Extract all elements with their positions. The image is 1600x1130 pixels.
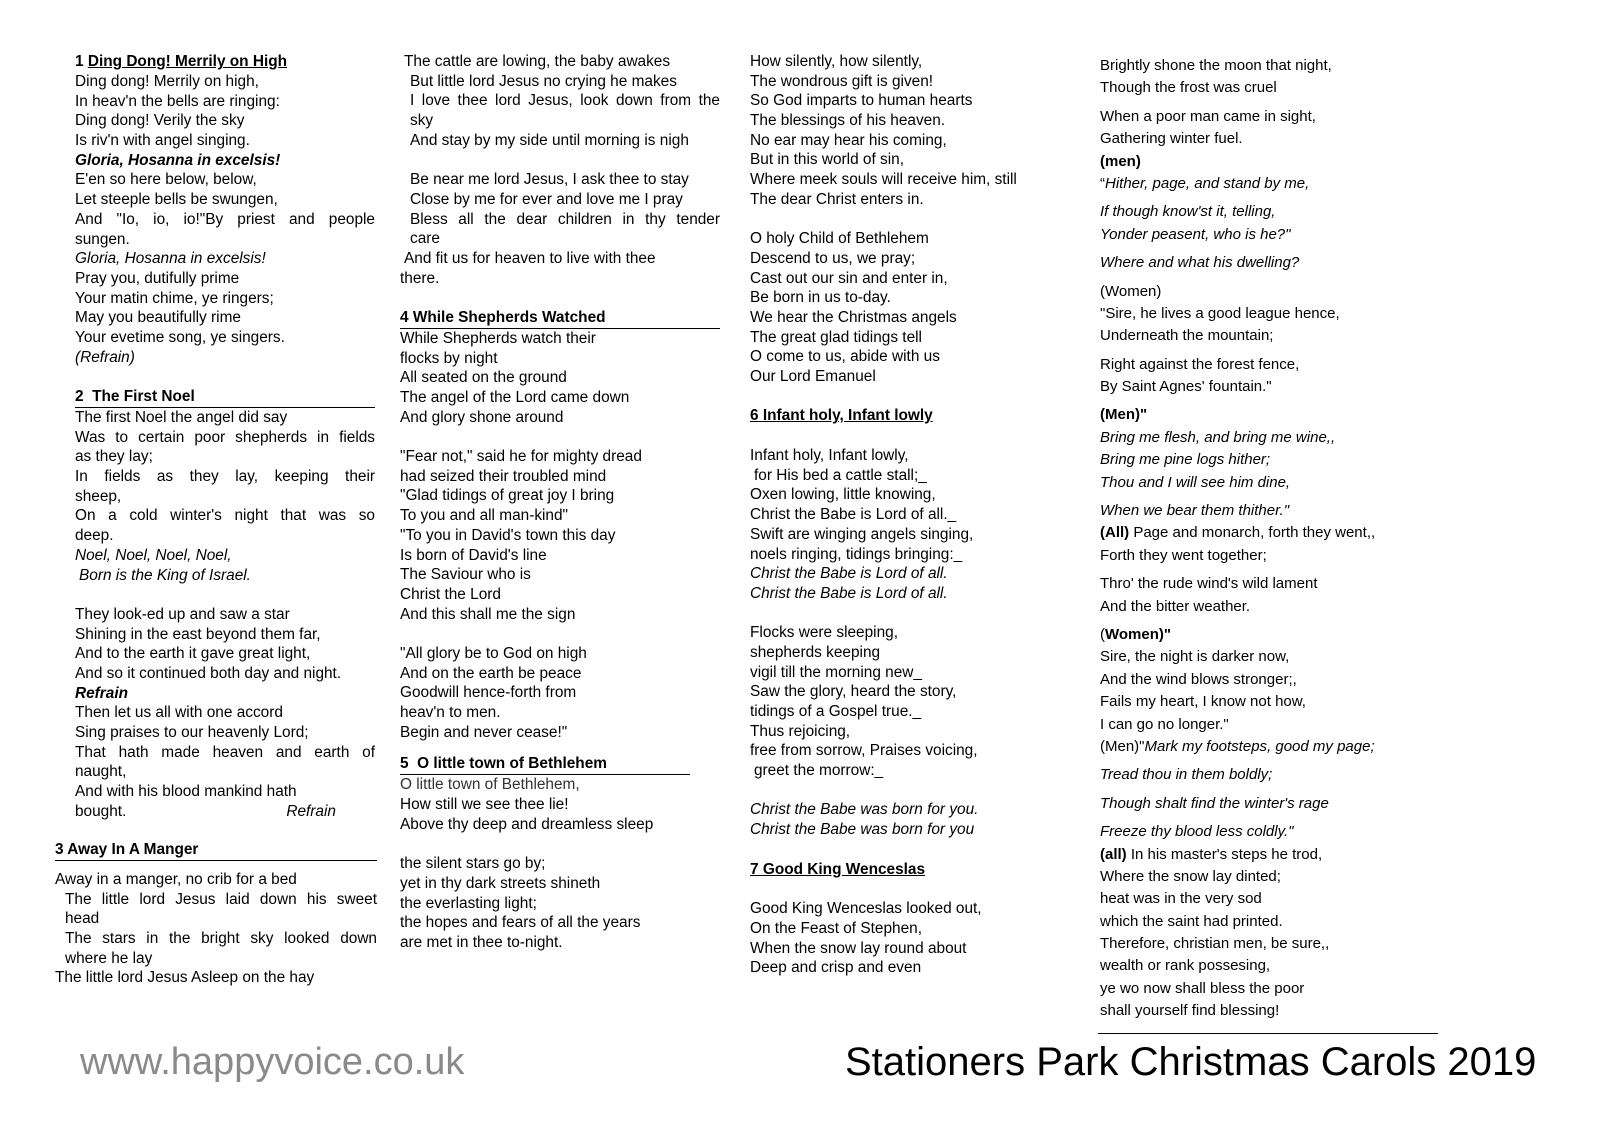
lyric-line: Thou and I will see him dine, xyxy=(1100,473,1291,491)
column-1 xyxy=(75,52,375,821)
refrain-marker: Refrain xyxy=(286,802,336,820)
carol-3-title: Away In A Manger xyxy=(67,841,199,858)
lyric-line: The angel of the Lord came down xyxy=(400,389,630,406)
lyric-line: And fit us for heaven to live with thee xyxy=(404,249,656,267)
carol-3-number: 3 xyxy=(55,841,64,858)
lyric-line: Right against the forest fence, xyxy=(1100,355,1300,373)
carol-3-heading xyxy=(55,840,377,861)
lyric-line: Sing praises to our heavenly Lord; xyxy=(75,724,309,741)
lyric-line: And this shall me the sign xyxy=(400,605,576,623)
carol-2-heading xyxy=(75,387,375,408)
lyric-line: "Glad tidings of great joy I bring xyxy=(400,487,615,505)
lyric-line: Therefore, christian men, be sure,, xyxy=(1100,935,1330,953)
quote-mark: “ xyxy=(1100,174,1105,192)
lyric-line: yet in thy dark streets shineth xyxy=(400,874,601,892)
lyric-line: The stars in the bright sky looked down xyxy=(65,930,377,948)
lyric-line: But little lord Jesus no crying he makes xyxy=(410,72,677,90)
lyric-line: Where the snow lay dinted; xyxy=(1100,867,1281,885)
lyric-line: The first Noel the angel did say xyxy=(75,409,288,426)
lyric-line: Goodwill hence-forth from xyxy=(400,684,577,702)
lyric-line: Was to certain poor shepherds in fields xyxy=(75,428,375,446)
lyric-line: are met in thee to-night. xyxy=(400,933,563,951)
lyric-line: And the wind blows stronger;, xyxy=(1100,670,1297,688)
part-marker: (All) xyxy=(1100,524,1130,542)
chorus-line: Christ the Babe was born for you. xyxy=(750,801,979,819)
lyric-line: "All glory be to God on high xyxy=(400,644,587,662)
lyric-line: The little lord Jesus Asleep on the hay xyxy=(55,969,315,987)
part-marker: (men) xyxy=(1100,152,1141,170)
part-marker xyxy=(1100,624,1440,646)
lyric-line: ye wo now shall bless the poor xyxy=(1100,979,1305,997)
lyric-line: The great glad tidings tell xyxy=(750,328,922,346)
lyric-line: care xyxy=(410,230,440,248)
lyric-line: Let steeple bells be swungen, xyxy=(75,191,278,209)
footer-website: www.happyvoice.co.uk xyxy=(80,1041,465,1083)
lyric-line: When a poor man came in sight, xyxy=(1100,107,1316,125)
lyric-line: there. xyxy=(400,269,440,287)
chorus-line: Gloria, Hosanna in excelsis! xyxy=(75,250,266,268)
lyric-line: Though shalt find the winter's rage xyxy=(1100,794,1329,812)
chorus-line: Noel, Noel, Noel, Noel, xyxy=(75,546,232,564)
part-marker: (Men)" xyxy=(1100,406,1148,424)
lyric-line: heat was in the very sod xyxy=(1100,890,1262,908)
part-marker: (Women) xyxy=(1100,282,1162,300)
lyric-line: I love thee lord Jesus, look down from the xyxy=(410,92,720,110)
lyric-text: Mark my footsteps, good my page; xyxy=(1144,737,1375,755)
lyric-line: The little lord Jesus laid down his sweet xyxy=(65,890,377,908)
carol-4-heading xyxy=(400,308,720,329)
lyric-line: free from sorrow, Praises voicing, xyxy=(750,742,978,760)
lyric-line: deep. xyxy=(75,527,114,545)
lyric-line: tidings of a Gospel true._ xyxy=(750,703,922,720)
lyric-line: had seized their troubled mind xyxy=(400,467,607,485)
lyric-line: Where and what his dwelling? xyxy=(1100,254,1300,272)
carol-1-heading xyxy=(75,52,375,72)
lyric-line: The wondrous gift is given! xyxy=(750,72,934,90)
lyric-line: All seated on the ground xyxy=(400,369,567,387)
lyric-line: On the Feast of Stephen, xyxy=(750,919,922,937)
refrain-marker: (Refrain) xyxy=(75,348,135,366)
lyric-line xyxy=(1100,173,1440,195)
lyric-line: In heav'n the bells are ringing: xyxy=(75,92,280,110)
lyric-line: While Shepherds watch their xyxy=(400,329,596,347)
lyric-line: Saw the glory, heard the story, xyxy=(750,683,957,701)
lyric-line: How silently, how silently, xyxy=(750,53,923,70)
lyric-line: Deep and crisp and even xyxy=(750,959,922,977)
lyric-line: And "Io, io, io!"By priest and people xyxy=(75,210,375,228)
lyric-line: Our Lord Emanuel xyxy=(750,368,876,385)
carol-7-number: 7 xyxy=(750,860,759,878)
lyric-line: Thro' the rude wind's wild lament xyxy=(1100,575,1318,593)
lyric-line: naught, xyxy=(75,763,127,781)
lyric-line: Shining in the east beyond them far, xyxy=(75,625,321,643)
column-2 xyxy=(400,52,720,953)
chorus-line: Gloria, Hosanna in excelsis! xyxy=(75,151,281,169)
lyric-line: Descend to us, we pray; xyxy=(750,249,916,267)
lyric-line: "To you in David's town this day xyxy=(400,526,616,544)
carol-1-number: 1 xyxy=(75,53,84,70)
lyric-line: Infant holy, Infant lowly, xyxy=(750,447,909,465)
lyric-line: No ear may hear his coming, xyxy=(750,131,947,149)
lyric-line: So God imparts to human hearts xyxy=(750,92,973,110)
lyric-line: I can go no longer." xyxy=(1100,715,1229,733)
lyric-line: Bless all the dear children in thy tender xyxy=(410,210,720,228)
chorus-line: Christ the Babe is Lord of all. xyxy=(750,584,948,602)
lyric-line xyxy=(1100,522,1440,544)
lyric-line: Bring me flesh, and bring me wine,, xyxy=(1100,428,1336,446)
carol-5-title: O little town of Bethlehem xyxy=(417,755,607,773)
lyric-line: Your evetime song, ye singers. xyxy=(75,328,285,346)
lyric-line: May you beautifully rime xyxy=(75,309,241,327)
lyric-line: And so it continued both day and night. xyxy=(75,664,342,682)
carol-6-title: Infant holy, Infant lowly xyxy=(762,407,933,425)
lyric-line: "Fear not," said he for mighty dread xyxy=(400,448,642,466)
lyric-line: greet the morrow:_ xyxy=(754,762,884,780)
carol-2-title: The First Noel xyxy=(92,388,195,405)
lyric-line: If though know'st it, telling, xyxy=(1100,203,1276,221)
lyric-line: Christ the Babe is Lord of all._ xyxy=(750,506,957,524)
lyric-line: And stay by my side until morning is nigh xyxy=(410,131,689,149)
lyric-line: And on the earth be peace xyxy=(400,664,582,682)
lyric-line: Be born in us to-day. xyxy=(750,289,891,307)
column-4 xyxy=(1100,55,1440,1023)
lyric-line: The cattle are lowing, the baby awakes xyxy=(404,53,671,70)
lyric-text: Page and monarch, forth they went,, xyxy=(1129,524,1376,542)
lyric-line: Christ the Lord xyxy=(400,585,501,603)
lyric-line: the everlasting light; xyxy=(400,894,537,912)
lyric-line: When the snow lay round about xyxy=(750,939,967,957)
lyric-line: O little town of Bethlehem, xyxy=(400,776,580,794)
column-4-end-rule xyxy=(1098,1033,1438,1034)
lyric-line: Flocks were sleeping, xyxy=(750,624,898,642)
lyric-line: Forth they went together; xyxy=(1100,546,1267,564)
lyric-line: sky xyxy=(410,112,434,130)
lyric-line: which the saint had printed. xyxy=(1100,912,1283,930)
lyric-line: Your matin chime, ye ringers; xyxy=(75,289,274,307)
lyric-line: And with his blood mankind hath xyxy=(75,783,297,801)
lyric-line: shall yourself find blessing! xyxy=(1100,1002,1280,1020)
lyric-line xyxy=(1100,736,1440,758)
lyric-line: The blessings of his heaven. xyxy=(750,112,946,130)
lyric-line: sheep, xyxy=(75,487,122,505)
lyric-line: Begin and never cease!" xyxy=(400,723,568,741)
lyric-line: In fields as they lay, keeping their xyxy=(75,468,375,486)
chorus-line: Born is the King of Israel. xyxy=(79,566,251,584)
part-marker: (all) xyxy=(1100,845,1127,863)
chorus-line: Christ the Babe was born for you xyxy=(750,821,975,839)
carol-4-number: 4 xyxy=(400,308,409,326)
carol-6-heading xyxy=(750,406,1060,426)
lyric-line: the hopes and fears of all the years xyxy=(400,914,641,932)
lyric-line: sungen. xyxy=(75,230,130,248)
lyric-line: where he lay xyxy=(65,949,153,967)
lyric-line: Bring me pine logs hither; xyxy=(1100,451,1271,469)
lyric-line: Gathering winter fuel. xyxy=(1100,130,1243,148)
lyric-line: When we bear them thither." xyxy=(1100,502,1290,520)
lyric-line: noels ringing, tidings bringing:_ xyxy=(750,545,963,563)
lyric-line: Underneath the mountain; xyxy=(1100,327,1274,345)
lyric-line: That hath made heaven and earth of xyxy=(75,743,375,761)
carol-4-title: While Shepherds Watched xyxy=(412,308,606,326)
lyric-line: But in this world of sin, xyxy=(750,151,904,169)
lyric-line: Fails my heart, I know not how, xyxy=(1100,693,1306,711)
lyric-line: flocks by night xyxy=(400,349,498,367)
lyric-line: "Sire, he lives a good league hence, xyxy=(1100,304,1340,322)
lyric-line: shepherds keeping xyxy=(750,643,881,661)
part-name: Women)" xyxy=(1105,625,1171,643)
refrain-marker: Refrain xyxy=(75,684,129,702)
lyric-line: By Saint Agnes' fountain." xyxy=(1100,378,1272,396)
lyric-line: And glory shone around xyxy=(400,408,564,426)
chorus-line: Christ the Babe is Lord of all. xyxy=(750,565,948,583)
lyric-line xyxy=(1100,844,1440,866)
carol-1-title: Ding Dong! Merrily on High xyxy=(87,53,288,70)
lyric-line: Be near me lord Jesus, I ask thee to stay xyxy=(410,171,689,189)
lyric-line: And the bitter weather. xyxy=(1100,597,1251,615)
lyric-line: Ding dong! Merrily on high, xyxy=(75,73,259,90)
lyric-line: O holy Child of Bethlehem xyxy=(750,230,929,248)
part-marker: (Men)" xyxy=(1100,737,1145,755)
lyric-line: as they lay; xyxy=(75,448,153,466)
carol-3-block xyxy=(55,840,377,988)
lyric-text: In his master's steps he trod, xyxy=(1126,845,1323,863)
lyric-line: head xyxy=(65,910,100,928)
lyric-line: Though the frost was cruel xyxy=(1100,79,1277,97)
lyric-line: Yonder peasent, who is he?" xyxy=(1100,225,1291,243)
lyric-line: Pray you, dutifully prime xyxy=(75,269,240,287)
paren: ( xyxy=(1100,625,1105,643)
lyric-line: The dear Christ enters in. xyxy=(750,190,924,208)
lyric-line: Ding dong! Verily the sky xyxy=(75,112,245,130)
lyric-line: Tread thou in them boldly; xyxy=(1100,766,1273,784)
carol-2-number: 2 xyxy=(75,388,84,405)
lyric-line: Then let us all with one accord xyxy=(75,704,283,722)
lyric-line: They look-ed up and saw a star xyxy=(75,605,290,623)
lyric-line: heav'n to men. xyxy=(400,704,501,721)
lyric-line: We hear the Christmas angels xyxy=(750,308,957,326)
column-3 xyxy=(750,52,1060,978)
lyric-line: And to the earth it gave great light, xyxy=(75,645,311,663)
lyric-line: Sire, the night is darker now, xyxy=(1100,648,1290,666)
carol-7-title: Good King Wenceslas xyxy=(762,860,926,878)
lyric-line: To you and all man-kind" xyxy=(400,507,569,525)
lyric-line: On a cold winter's night that was so xyxy=(75,507,375,525)
lyric-line: Thus rejoicing, xyxy=(750,722,851,740)
lyric-line: Cast out our sin and enter in, xyxy=(750,269,948,287)
lyric-line xyxy=(75,802,375,822)
lyric-line: O come to us, abide with us xyxy=(750,348,940,366)
carol-7-heading xyxy=(750,860,1060,880)
lyric-line: The Saviour who is xyxy=(400,566,531,584)
carol-5-number: 5 xyxy=(400,755,409,773)
lyric-line: Good King Wenceslas looked out, xyxy=(750,900,982,918)
lyric-line: Brightly shone the moon that night, xyxy=(1100,57,1332,74)
lyric-line: Freeze thy blood less coldly." xyxy=(1100,823,1294,841)
lyric-line: Where meek souls will receive him, still xyxy=(750,171,1017,189)
lyric-line: Above thy deep and dreamless sleep xyxy=(400,815,654,833)
footer-title: Stationers Park Christmas Carols 2019 xyxy=(845,1040,1537,1084)
lyric-line: Oxen lowing, little knowing, xyxy=(750,486,936,504)
lyric-line: Is born of David's line xyxy=(400,546,547,564)
lyric-line: for His bed a cattle stall;_ xyxy=(754,466,927,484)
lyric-line: How still we see thee lie! xyxy=(400,796,569,814)
lyric-line: Is riv'n with angel singing. xyxy=(75,132,250,150)
lyric-line: vigil till the morning new_ xyxy=(750,663,922,681)
lyric-line: Close by me for ever and love me I pray xyxy=(410,190,683,208)
lyric-text: Hither, page, and stand by me, xyxy=(1105,174,1310,192)
carol-6-number: 6 xyxy=(750,407,759,425)
lyric-line: Away in a manger, no crib for a bed xyxy=(55,871,297,888)
lyric-line: wealth or rank possesing, xyxy=(1100,957,1271,975)
lyric-line: E'en so here below, below, xyxy=(75,171,257,189)
carol-5-heading xyxy=(400,754,690,775)
lyric-line: Swift are winging angels singing, xyxy=(750,525,974,543)
lyric-line: the silent stars go by; xyxy=(400,855,546,873)
lyric-text: bought. xyxy=(75,802,127,820)
